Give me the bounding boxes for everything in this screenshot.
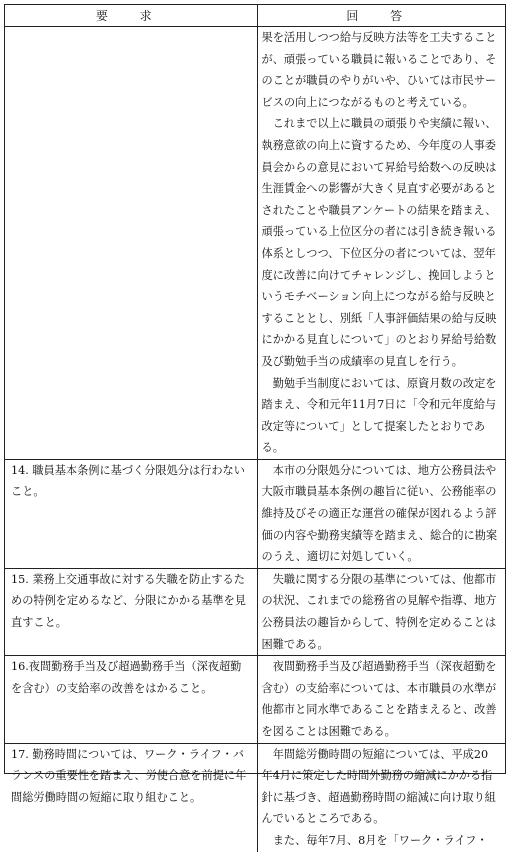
- request-cell: [5, 743, 257, 851]
- answer-cell: [257, 656, 505, 743]
- request-answer-table: [5, 5, 505, 852]
- request-cell: [5, 459, 257, 568]
- request-text: 15. 業務上交通事故に対する失職を防止するための特例を定めるなど、分限にかかる基準を見直すこと。: [11, 572, 246, 630]
- request-text: 16.夜間勤務手当及び超過勤務手当（深夜超勤を含む）の支給率の改善をはかること。: [11, 660, 242, 695]
- answer-cell: [257, 568, 505, 655]
- request-text: 14. 職員基本条例に基づく分限処分は行わないこと。: [11, 463, 245, 499]
- request-cell: [5, 656, 257, 743]
- answer-paragraph: また、毎年7月、8月を「ワーク・ライフ・: [272, 833, 488, 847]
- table-row-item-15: [5, 568, 505, 655]
- table-row-item-16: [5, 656, 505, 743]
- table-row-item-14: [5, 459, 505, 568]
- table-row-continued: [5, 27, 505, 460]
- request-cell: [5, 568, 257, 655]
- header-answer: 回 答: [257, 5, 505, 27]
- answer-paragraph: 勤勉手当制度においては、原資月数の改定を踏まえ、令和元年11月7日に「令和元年度給与改定等について」として提案したとおりである。: [261, 376, 497, 455]
- table-row-item-17: [5, 743, 505, 851]
- answer-cell-continued: [257, 27, 505, 460]
- answer-paragraph: 年間総労働時間の短縮については、平成20年4月に策定した時間外勤務の縮減にかかる指針に基づき、超過勤務時間の縮減に向け取り組んでいるところである。: [261, 747, 496, 826]
- answer-cell: [257, 459, 505, 568]
- answer-paragraph: 果を活用しつつ給与反映方法等を工夫することが、頑張っている職員に報いることであり、そのことが職員のやりがいや、ひいては市民サービスの向上につながるものと考えている。: [261, 31, 497, 109]
- header-request: 要 求: [5, 5, 257, 27]
- document-table: [4, 4, 506, 847]
- request-cell-empty: [5, 27, 257, 460]
- request-text: 17. 勤務時間については、ワーク・ライフ・バランスの重要性を踏まえ、労使合意を前提に年間総労働時間の短縮に取り組むこと。: [11, 747, 247, 804]
- answer-paragraph: これまで以上に職員の頑張りや実績に報い、執務意欲の向上に資するため、今年度の人事委員会からの意見において昇給号給数への反映は生涯賃金への影響が大きく見直す必要があるとされたことや職員アンケートの結果を踏まえ、頑張っている上位区分の者には引き続き報いる体系としつつ、下位区分の者については、翌年度に改善に向けてチャレンジし、挽回しようというモチベーション向上につながる給与反映とすることとし、別紙「人事評価結果の給与反映にかかる見直しについて」のとおり昇給号給数及び勤勉手当の成績率の見直しを行う。: [261, 117, 497, 368]
- answer-text: 夜間勤務手当及び超過勤務手当（深夜超勤を含む）の支給率については、本市職員の水準が他都市と同水準であることを踏まえると、改善を図ることは困難である。: [261, 660, 497, 738]
- answer-text: 失職に関する分限の基準については、他都市の状況、これまでの総務省の見解や指導、地方公務員法の趣旨からして、特例を定めることは困難である。: [261, 572, 497, 651]
- answer-text: 本市の分限処分については、地方公務員法や大阪市職員基本条例の趣旨に従い、公務能率の維持及びその適正な運営の確保が図れるよう評価の内容や勤務実績等を踏まえ、総合的に勘案のうえ、適切に対処していく。: [261, 463, 498, 564]
- table-header-row: [5, 5, 505, 27]
- answer-cell: [257, 743, 505, 851]
